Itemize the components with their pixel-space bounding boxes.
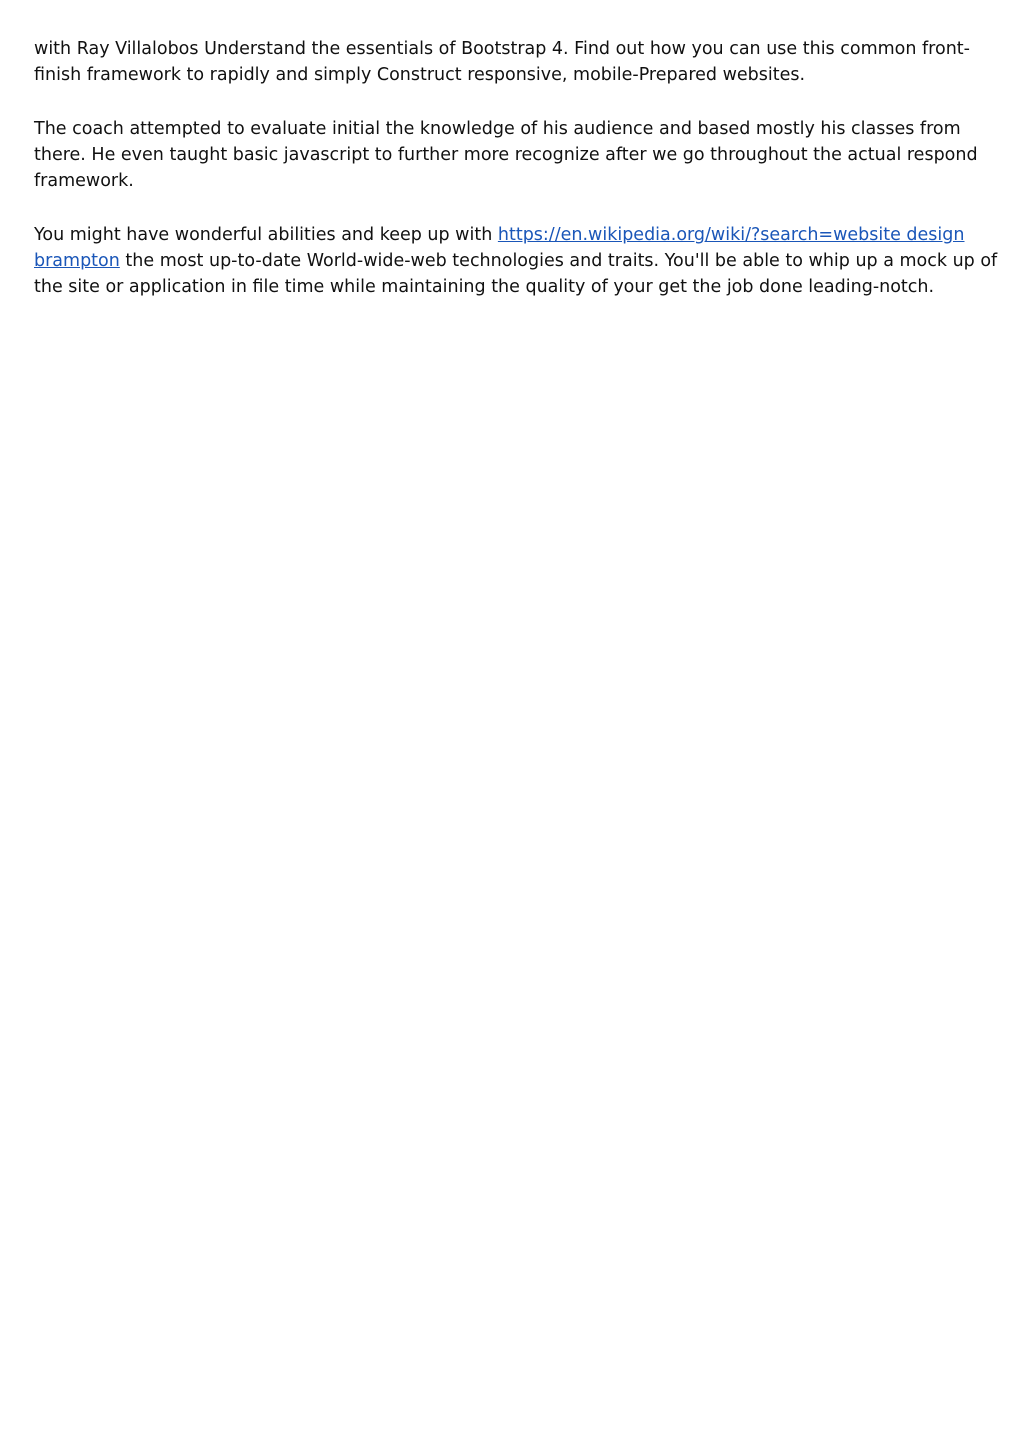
paragraph-3 bbox=[34, 222, 1000, 300]
paragraph-1: with Ray Villalobos Understand the essentials of Bootstrap 4. Find out how you can use this common front-finish framework to rapidly and simply Construct responsive, mobile-Prepared websites. bbox=[34, 39, 970, 85]
paragraph-2: The coach attempted to evaluate initial the knowledge of his audience and based mostly his classes from there. He even taught basic javascript to further more recognize after we go throughout the actual respond framework. bbox=[34, 119, 978, 191]
document-page bbox=[34, 36, 1000, 328]
paragraph-3-lead-text: You might have wonderful abilities and keep up with bbox=[34, 225, 498, 245]
paragraph-3-trailing-text: the most up-to-date World-wide-web technologies and traits. You'll be able to whip up a mock up of the site or application in file time while maintaining the quality of your get the job done leading-notch. bbox=[34, 251, 998, 297]
website-design-brampton-link[interactable]: https://en.wikipedia.org/wiki/?search=website design brampton bbox=[34, 225, 965, 271]
